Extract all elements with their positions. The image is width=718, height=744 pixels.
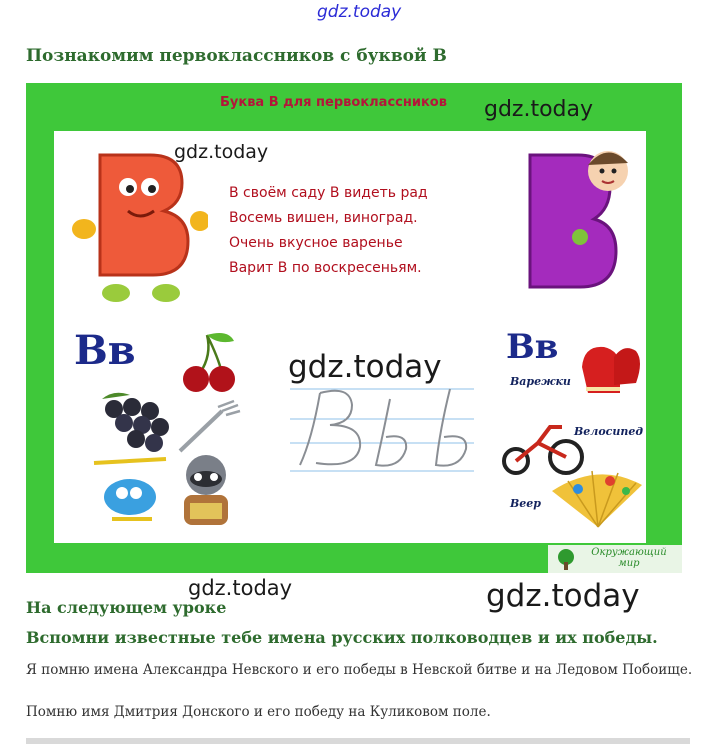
card-content <box>54 131 646 543</box>
cursive-letters-icon <box>290 379 474 483</box>
letters-left: Вв <box>74 327 136 374</box>
answer-paragraph: Я помню имена Александра Невского и его победы в Невской битве и на Ледовом Побоище. <box>26 662 693 678</box>
purple-letter-b-icon <box>508 141 638 301</box>
label-mittens: Варежки <box>510 375 571 388</box>
watermark-bottom-left: gdz.today <box>188 576 293 600</box>
page-title: Познакомим первоклассников с буквой В <box>26 46 447 66</box>
okruzhayushchiy-mir-logo <box>548 545 682 573</box>
fan-icon <box>548 467 644 531</box>
next-lesson-heading: На следующем уроке <box>26 598 227 617</box>
watermark-top: gdz.today <box>317 2 402 22</box>
watermark-center: gdz.today <box>288 349 442 385</box>
mittens-icon <box>574 337 646 407</box>
helicopter-icon <box>90 455 170 525</box>
watermark-left: gdz.today <box>174 141 269 163</box>
poem <box>229 181 428 281</box>
logo-line: Окружающий <box>591 547 667 558</box>
letter-card-image <box>26 83 682 573</box>
poem-line: Очень вкусное варенье <box>229 235 403 251</box>
tree-icon <box>554 548 578 570</box>
logo-line: мир <box>618 558 640 569</box>
fork-icon <box>174 397 244 457</box>
poem-line: В своём саду В видеть рад <box>229 185 428 201</box>
task-heading: Вспомни известные тебе имена русских полководцев и их победы. <box>26 628 658 647</box>
label-fan: Веер <box>510 497 541 510</box>
logo-text <box>580 547 678 569</box>
watermark-bottom-right: gdz.today <box>486 578 640 614</box>
letters-right: Вв <box>506 327 559 367</box>
image-strip-edge <box>26 738 690 744</box>
poem-line: Восемь вишен, виноград. <box>229 210 418 226</box>
poem-line: Варит В по воскресеньям. <box>229 260 422 276</box>
answer-paragraph: Помню имя Дмитрия Донского и его победу на Куликовом поле. <box>26 704 491 720</box>
watermark-banner: gdz.today <box>484 97 594 122</box>
label-bicycle: Велосипед <box>574 425 644 438</box>
raccoon-icon <box>170 451 240 531</box>
grapes-icon <box>94 387 184 457</box>
card-banner: Буква В для первоклассников <box>220 95 447 110</box>
